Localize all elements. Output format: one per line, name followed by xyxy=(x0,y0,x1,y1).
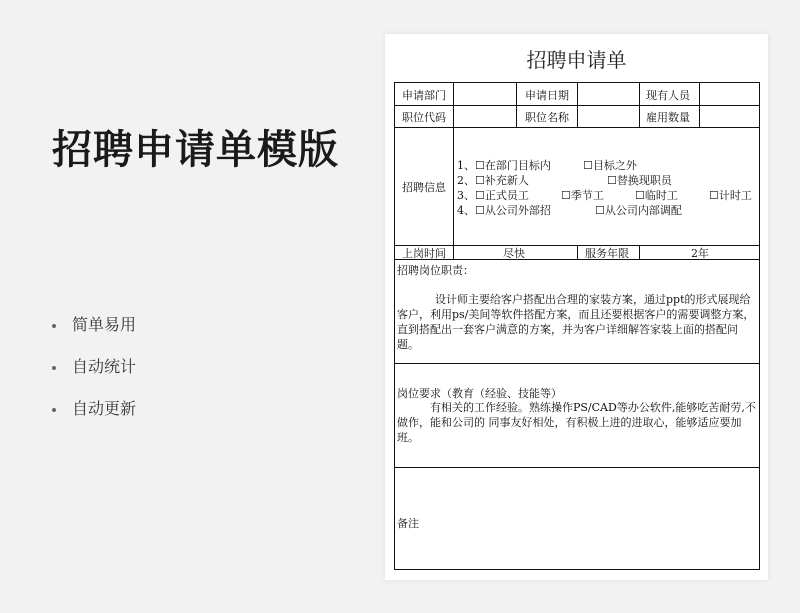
duties-text: 设计师主要给客户搭配出合理的家装方案，通过ppt的形式展现给客户，利用ps/美间等软件搭配方案，而且还要根据客户的需要调整方案，直到搭配出一套客户满意的方案，并为客户详细解答家装上面的搭配问题。 xyxy=(397,293,755,351)
code-label: 职位代码 xyxy=(402,111,446,124)
form-preview xyxy=(385,34,768,580)
option-in-target: 1、☐在部门目标内 xyxy=(457,159,551,172)
requirements-text: 有相关的工作经验。熟练操作PS/CAD等办公软件,能够吃苦耐劳,不做作，能和公司的 同事友好相处，有积极上进的进取心，能够适应要加班。 xyxy=(397,401,756,444)
bullet-icon xyxy=(52,366,56,370)
table-rule xyxy=(395,363,759,364)
option-new-hire: 2、☐补充新人 xyxy=(457,174,529,187)
start-time-value: 尽快 xyxy=(503,247,525,260)
option-replace: ☐替换现职员 xyxy=(607,174,672,187)
template-title: 招聘申请单模版 xyxy=(52,127,339,173)
dept-label: 申请部门 xyxy=(402,89,446,102)
feature-label: 简单易用 xyxy=(72,315,137,334)
table-rule xyxy=(577,83,578,127)
date-label: 申请日期 xyxy=(525,89,569,102)
table-rule xyxy=(639,83,640,127)
duties-label: 招聘岗位职责： xyxy=(397,264,474,277)
start-time-label: 上岗时间 xyxy=(402,247,446,260)
feature-label: 自动更新 xyxy=(72,399,137,418)
option-out-target: ☐目标之外 xyxy=(583,159,637,172)
option-seasonal: ☐季节工 xyxy=(561,189,604,202)
staff-label: 现有人员 xyxy=(646,89,690,102)
feature-label: 自动统计 xyxy=(72,357,137,376)
remarks-label: 备注 xyxy=(397,517,419,530)
form-title: 招聘申请单 xyxy=(526,48,627,72)
bullet-icon xyxy=(52,324,56,328)
bullet-icon xyxy=(52,408,56,412)
table-rule xyxy=(516,83,517,127)
option-external: 4、☐从公司外部招 xyxy=(457,204,551,217)
recruit-info-label: 招聘信息 xyxy=(402,181,446,194)
form-table xyxy=(394,82,760,570)
table-rule xyxy=(699,83,700,127)
table-rule xyxy=(453,83,454,259)
option-temporary: ☐临时工 xyxy=(635,189,678,202)
feature-item xyxy=(52,396,136,438)
option-fulltime: 3、☐正式员工 xyxy=(457,189,529,202)
feature-list xyxy=(52,312,136,438)
position-name-label: 职位名称 xyxy=(525,111,569,124)
table-rule xyxy=(395,127,759,128)
service-years-label: 服务年限 xyxy=(585,247,629,260)
service-years-value: 2年 xyxy=(691,247,709,260)
table-rule xyxy=(395,467,759,468)
table-rule xyxy=(639,245,640,259)
feature-item xyxy=(52,354,136,396)
table-rule xyxy=(577,245,578,259)
option-hourly: ☐计时工 xyxy=(709,189,752,202)
hire-count-label: 雇用数量 xyxy=(646,111,690,124)
option-internal: ☐从公司内部调配 xyxy=(595,204,682,217)
requirements-label: 岗位要求（教育（经验、技能等） xyxy=(397,387,562,400)
feature-item xyxy=(52,312,136,354)
